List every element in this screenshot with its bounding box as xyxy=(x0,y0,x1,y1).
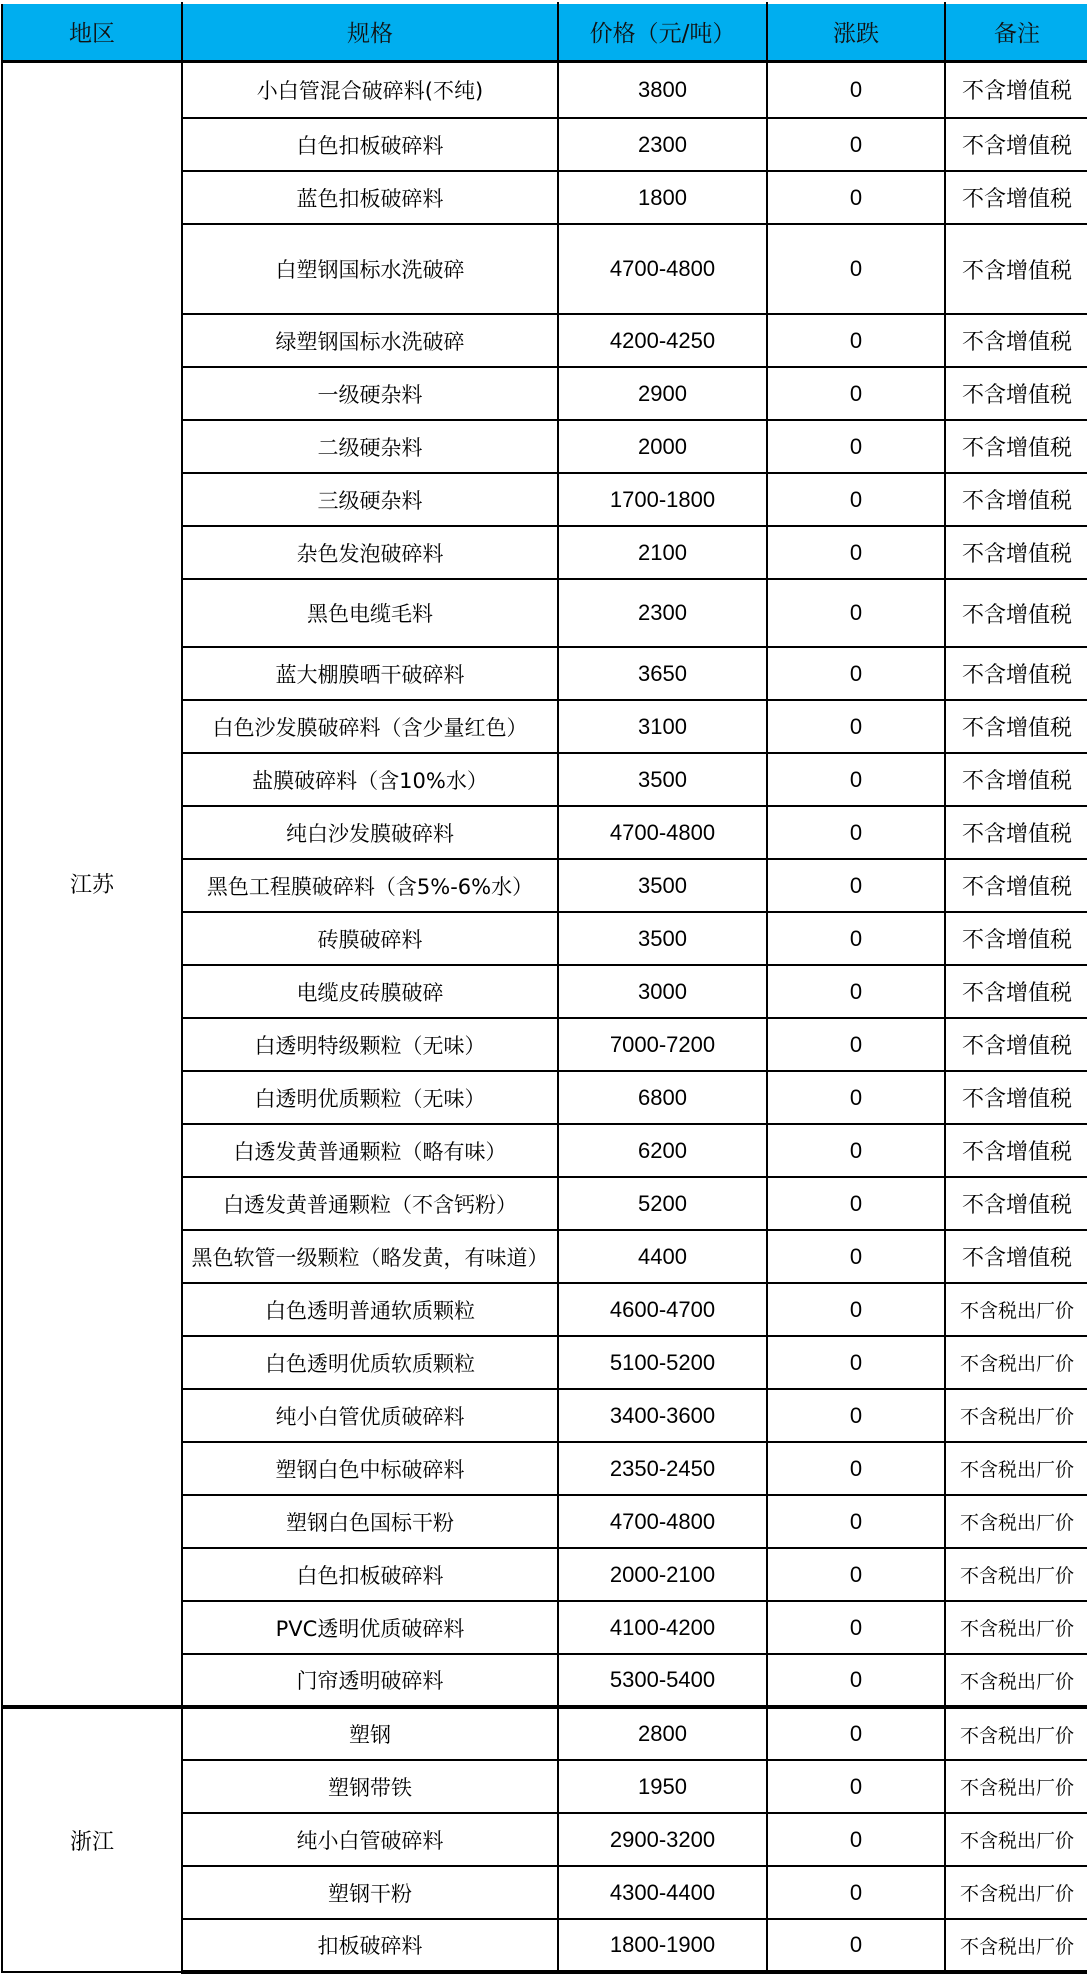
column-header-price: 价格（元/吨） xyxy=(558,3,767,61)
note-cell: 不含税出厂价 xyxy=(945,1919,1087,1972)
price-cell: 1700-1800 xyxy=(558,473,767,526)
spec-cell: 白色扣板破碎料 xyxy=(182,118,558,171)
price-cell: 4700-4800 xyxy=(558,806,767,859)
change-cell: 0 xyxy=(767,579,945,647)
price-cell: 1800 xyxy=(558,171,767,224)
region-cell: 浙江 xyxy=(2,1707,182,1972)
spec-cell: PVC透明优质破碎料 xyxy=(182,1601,558,1654)
table-row xyxy=(2,1707,1087,1760)
note-cell: 不含税出厂价 xyxy=(945,1707,1087,1760)
price-cell: 6200 xyxy=(558,1124,767,1177)
change-cell: 0 xyxy=(767,224,945,314)
table-body xyxy=(2,61,1087,1972)
price-cell: 2350-2450 xyxy=(558,1442,767,1495)
note-cell: 不含税出厂价 xyxy=(945,1389,1087,1442)
spec-cell: 二级硬杂料 xyxy=(182,420,558,473)
note-cell: 不含增值税 xyxy=(945,526,1087,579)
change-cell: 0 xyxy=(767,965,945,1018)
note-cell: 不含税出厂价 xyxy=(945,1548,1087,1601)
price-cell: 2000 xyxy=(558,420,767,473)
spec-cell: 电缆皮砖膜破碎 xyxy=(182,965,558,1018)
spec-cell: 纯小白管优质破碎料 xyxy=(182,1389,558,1442)
note-cell: 不含增值税 xyxy=(945,314,1087,367)
spec-cell: 蓝大棚膜晒干破碎料 xyxy=(182,647,558,700)
spec-cell: 白透明特级颗粒（无味） xyxy=(182,1018,558,1071)
spec-cell: 白透发黄普通颗粒（略有味） xyxy=(182,1124,558,1177)
price-cell: 2900 xyxy=(558,367,767,420)
price-cell: 4400 xyxy=(558,1230,767,1283)
note-cell: 不含税出厂价 xyxy=(945,1336,1087,1389)
price-cell: 2800 xyxy=(558,1707,767,1760)
change-cell: 0 xyxy=(767,118,945,171)
price-cell: 3800 xyxy=(558,61,767,118)
spec-cell: 塑钢白色国标干粉 xyxy=(182,1495,558,1548)
change-cell: 0 xyxy=(767,1283,945,1336)
spec-cell: 三级硬杂料 xyxy=(182,473,558,526)
price-cell: 3100 xyxy=(558,700,767,753)
change-cell: 0 xyxy=(767,61,945,118)
change-cell: 0 xyxy=(767,1866,945,1919)
change-cell: 0 xyxy=(767,806,945,859)
price-cell: 2300 xyxy=(558,579,767,647)
column-header-change: 涨跌 xyxy=(767,3,945,61)
price-cell: 4100-4200 xyxy=(558,1601,767,1654)
note-cell: 不含税出厂价 xyxy=(945,1601,1087,1654)
spec-cell: 盐膜破碎料（含10%水） xyxy=(182,753,558,806)
price-cell: 3650 xyxy=(558,647,767,700)
price-table xyxy=(1,2,1087,1974)
change-cell: 0 xyxy=(767,420,945,473)
note-cell: 不含增值税 xyxy=(945,912,1087,965)
change-cell: 0 xyxy=(767,171,945,224)
change-cell: 0 xyxy=(767,314,945,367)
region-cell: 江苏 xyxy=(2,61,182,1707)
change-cell: 0 xyxy=(767,473,945,526)
price-cell: 2300 xyxy=(558,118,767,171)
column-header-region: 地区 xyxy=(2,3,182,61)
note-cell: 不含增值税 xyxy=(945,118,1087,171)
spec-cell: 黑色电缆毛料 xyxy=(182,579,558,647)
note-cell: 不含税出厂价 xyxy=(945,1813,1087,1866)
note-cell: 不含增值税 xyxy=(945,1230,1087,1283)
note-cell: 不含税出厂价 xyxy=(945,1495,1087,1548)
price-cell: 5100-5200 xyxy=(558,1336,767,1389)
header-row xyxy=(2,3,1087,61)
change-cell: 0 xyxy=(767,647,945,700)
spec-cell: 杂色发泡破碎料 xyxy=(182,526,558,579)
change-cell: 0 xyxy=(767,1336,945,1389)
change-cell: 0 xyxy=(767,1177,945,1230)
price-cell: 4600-4700 xyxy=(558,1283,767,1336)
note-cell: 不含增值税 xyxy=(945,700,1087,753)
spec-cell: 纯白沙发膜破碎料 xyxy=(182,806,558,859)
change-cell: 0 xyxy=(767,1071,945,1124)
column-header-spec: 规格 xyxy=(182,3,558,61)
change-cell: 0 xyxy=(767,1442,945,1495)
price-cell: 5300-5400 xyxy=(558,1654,767,1707)
table-row xyxy=(2,61,1087,118)
spec-cell: 白塑钢国标水洗破碎 xyxy=(182,224,558,314)
spec-cell: 绿塑钢国标水洗破碎 xyxy=(182,314,558,367)
spec-cell: 白色透明普通软质颗粒 xyxy=(182,1283,558,1336)
spec-cell: 白色沙发膜破碎料（含少量红色） xyxy=(182,700,558,753)
note-cell: 不含税出厂价 xyxy=(945,1866,1087,1919)
spec-cell: 塑钢带铁 xyxy=(182,1760,558,1813)
price-cell: 6800 xyxy=(558,1071,767,1124)
note-cell: 不含增值税 xyxy=(945,473,1087,526)
price-cell: 1800-1900 xyxy=(558,1919,767,1972)
note-cell: 不含增值税 xyxy=(945,61,1087,118)
price-cell: 4700-4800 xyxy=(558,1495,767,1548)
change-cell: 0 xyxy=(767,912,945,965)
note-cell: 不含增值税 xyxy=(945,806,1087,859)
price-cell: 4700-4800 xyxy=(558,224,767,314)
change-cell: 0 xyxy=(767,1760,945,1813)
note-cell: 不含增值税 xyxy=(945,859,1087,912)
column-header-note: 备注 xyxy=(945,3,1087,61)
change-cell: 0 xyxy=(767,526,945,579)
change-cell: 0 xyxy=(767,1601,945,1654)
spec-cell: 门帘透明破碎料 xyxy=(182,1654,558,1707)
spec-cell: 白透发黄普通颗粒（不含钙粉） xyxy=(182,1177,558,1230)
note-cell: 不含增值税 xyxy=(945,367,1087,420)
change-cell: 0 xyxy=(767,859,945,912)
note-cell: 不含增值税 xyxy=(945,1018,1087,1071)
spec-cell: 砖膜破碎料 xyxy=(182,912,558,965)
note-cell: 不含增值税 xyxy=(945,965,1087,1018)
note-cell: 不含增值税 xyxy=(945,420,1087,473)
spec-cell: 扣板破碎料 xyxy=(182,1919,558,1972)
spec-cell: 白透明优质颗粒（无味） xyxy=(182,1071,558,1124)
price-cell: 3500 xyxy=(558,912,767,965)
note-cell: 不含增值税 xyxy=(945,753,1087,806)
note-cell: 不含税出厂价 xyxy=(945,1442,1087,1495)
spec-cell: 塑钢干粉 xyxy=(182,1866,558,1919)
note-cell: 不含增值税 xyxy=(945,647,1087,700)
note-cell: 不含税出厂价 xyxy=(945,1760,1087,1813)
price-cell: 3500 xyxy=(558,753,767,806)
change-cell: 0 xyxy=(767,1654,945,1707)
change-cell: 0 xyxy=(767,1707,945,1760)
price-cell: 7000-7200 xyxy=(558,1018,767,1071)
spec-cell: 黑色工程膜破碎料（含5%-6%水） xyxy=(182,859,558,912)
change-cell: 0 xyxy=(767,367,945,420)
change-cell: 0 xyxy=(767,1230,945,1283)
price-cell: 4200-4250 xyxy=(558,314,767,367)
spec-cell: 塑钢 xyxy=(182,1707,558,1760)
price-cell: 4300-4400 xyxy=(558,1866,767,1919)
spec-cell: 一级硬杂料 xyxy=(182,367,558,420)
price-cell: 5200 xyxy=(558,1177,767,1230)
spec-cell: 纯小白管破碎料 xyxy=(182,1813,558,1866)
change-cell: 0 xyxy=(767,1389,945,1442)
price-cell: 2900-3200 xyxy=(558,1813,767,1866)
change-cell: 0 xyxy=(767,700,945,753)
spec-cell: 白色透明优质软质颗粒 xyxy=(182,1336,558,1389)
spec-cell: 小白管混合破碎料(不纯) xyxy=(182,61,558,118)
note-cell: 不含增值税 xyxy=(945,1124,1087,1177)
price-cell: 3000 xyxy=(558,965,767,1018)
price-cell: 3400-3600 xyxy=(558,1389,767,1442)
note-cell: 不含增值税 xyxy=(945,1177,1087,1230)
price-cell: 2000-2100 xyxy=(558,1548,767,1601)
note-cell: 不含增值税 xyxy=(945,171,1087,224)
change-cell: 0 xyxy=(767,1124,945,1177)
spec-cell: 白色扣板破碎料 xyxy=(182,1548,558,1601)
spec-cell: 塑钢白色中标破碎料 xyxy=(182,1442,558,1495)
change-cell: 0 xyxy=(767,1018,945,1071)
note-cell: 不含增值税 xyxy=(945,579,1087,647)
change-cell: 0 xyxy=(767,1548,945,1601)
price-cell: 3500 xyxy=(558,859,767,912)
change-cell: 0 xyxy=(767,753,945,806)
note-cell: 不含增值税 xyxy=(945,224,1087,314)
spec-cell: 蓝色扣板破碎料 xyxy=(182,171,558,224)
note-cell: 不含税出厂价 xyxy=(945,1283,1087,1336)
note-cell: 不含税出厂价 xyxy=(945,1654,1087,1707)
spec-cell: 黑色软管一级颗粒（略发黄，有味道） xyxy=(182,1230,558,1283)
price-cell: 2100 xyxy=(558,526,767,579)
price-cell: 1950 xyxy=(558,1760,767,1813)
change-cell: 0 xyxy=(767,1919,945,1972)
change-cell: 0 xyxy=(767,1495,945,1548)
change-cell: 0 xyxy=(767,1813,945,1866)
note-cell: 不含增值税 xyxy=(945,1071,1087,1124)
